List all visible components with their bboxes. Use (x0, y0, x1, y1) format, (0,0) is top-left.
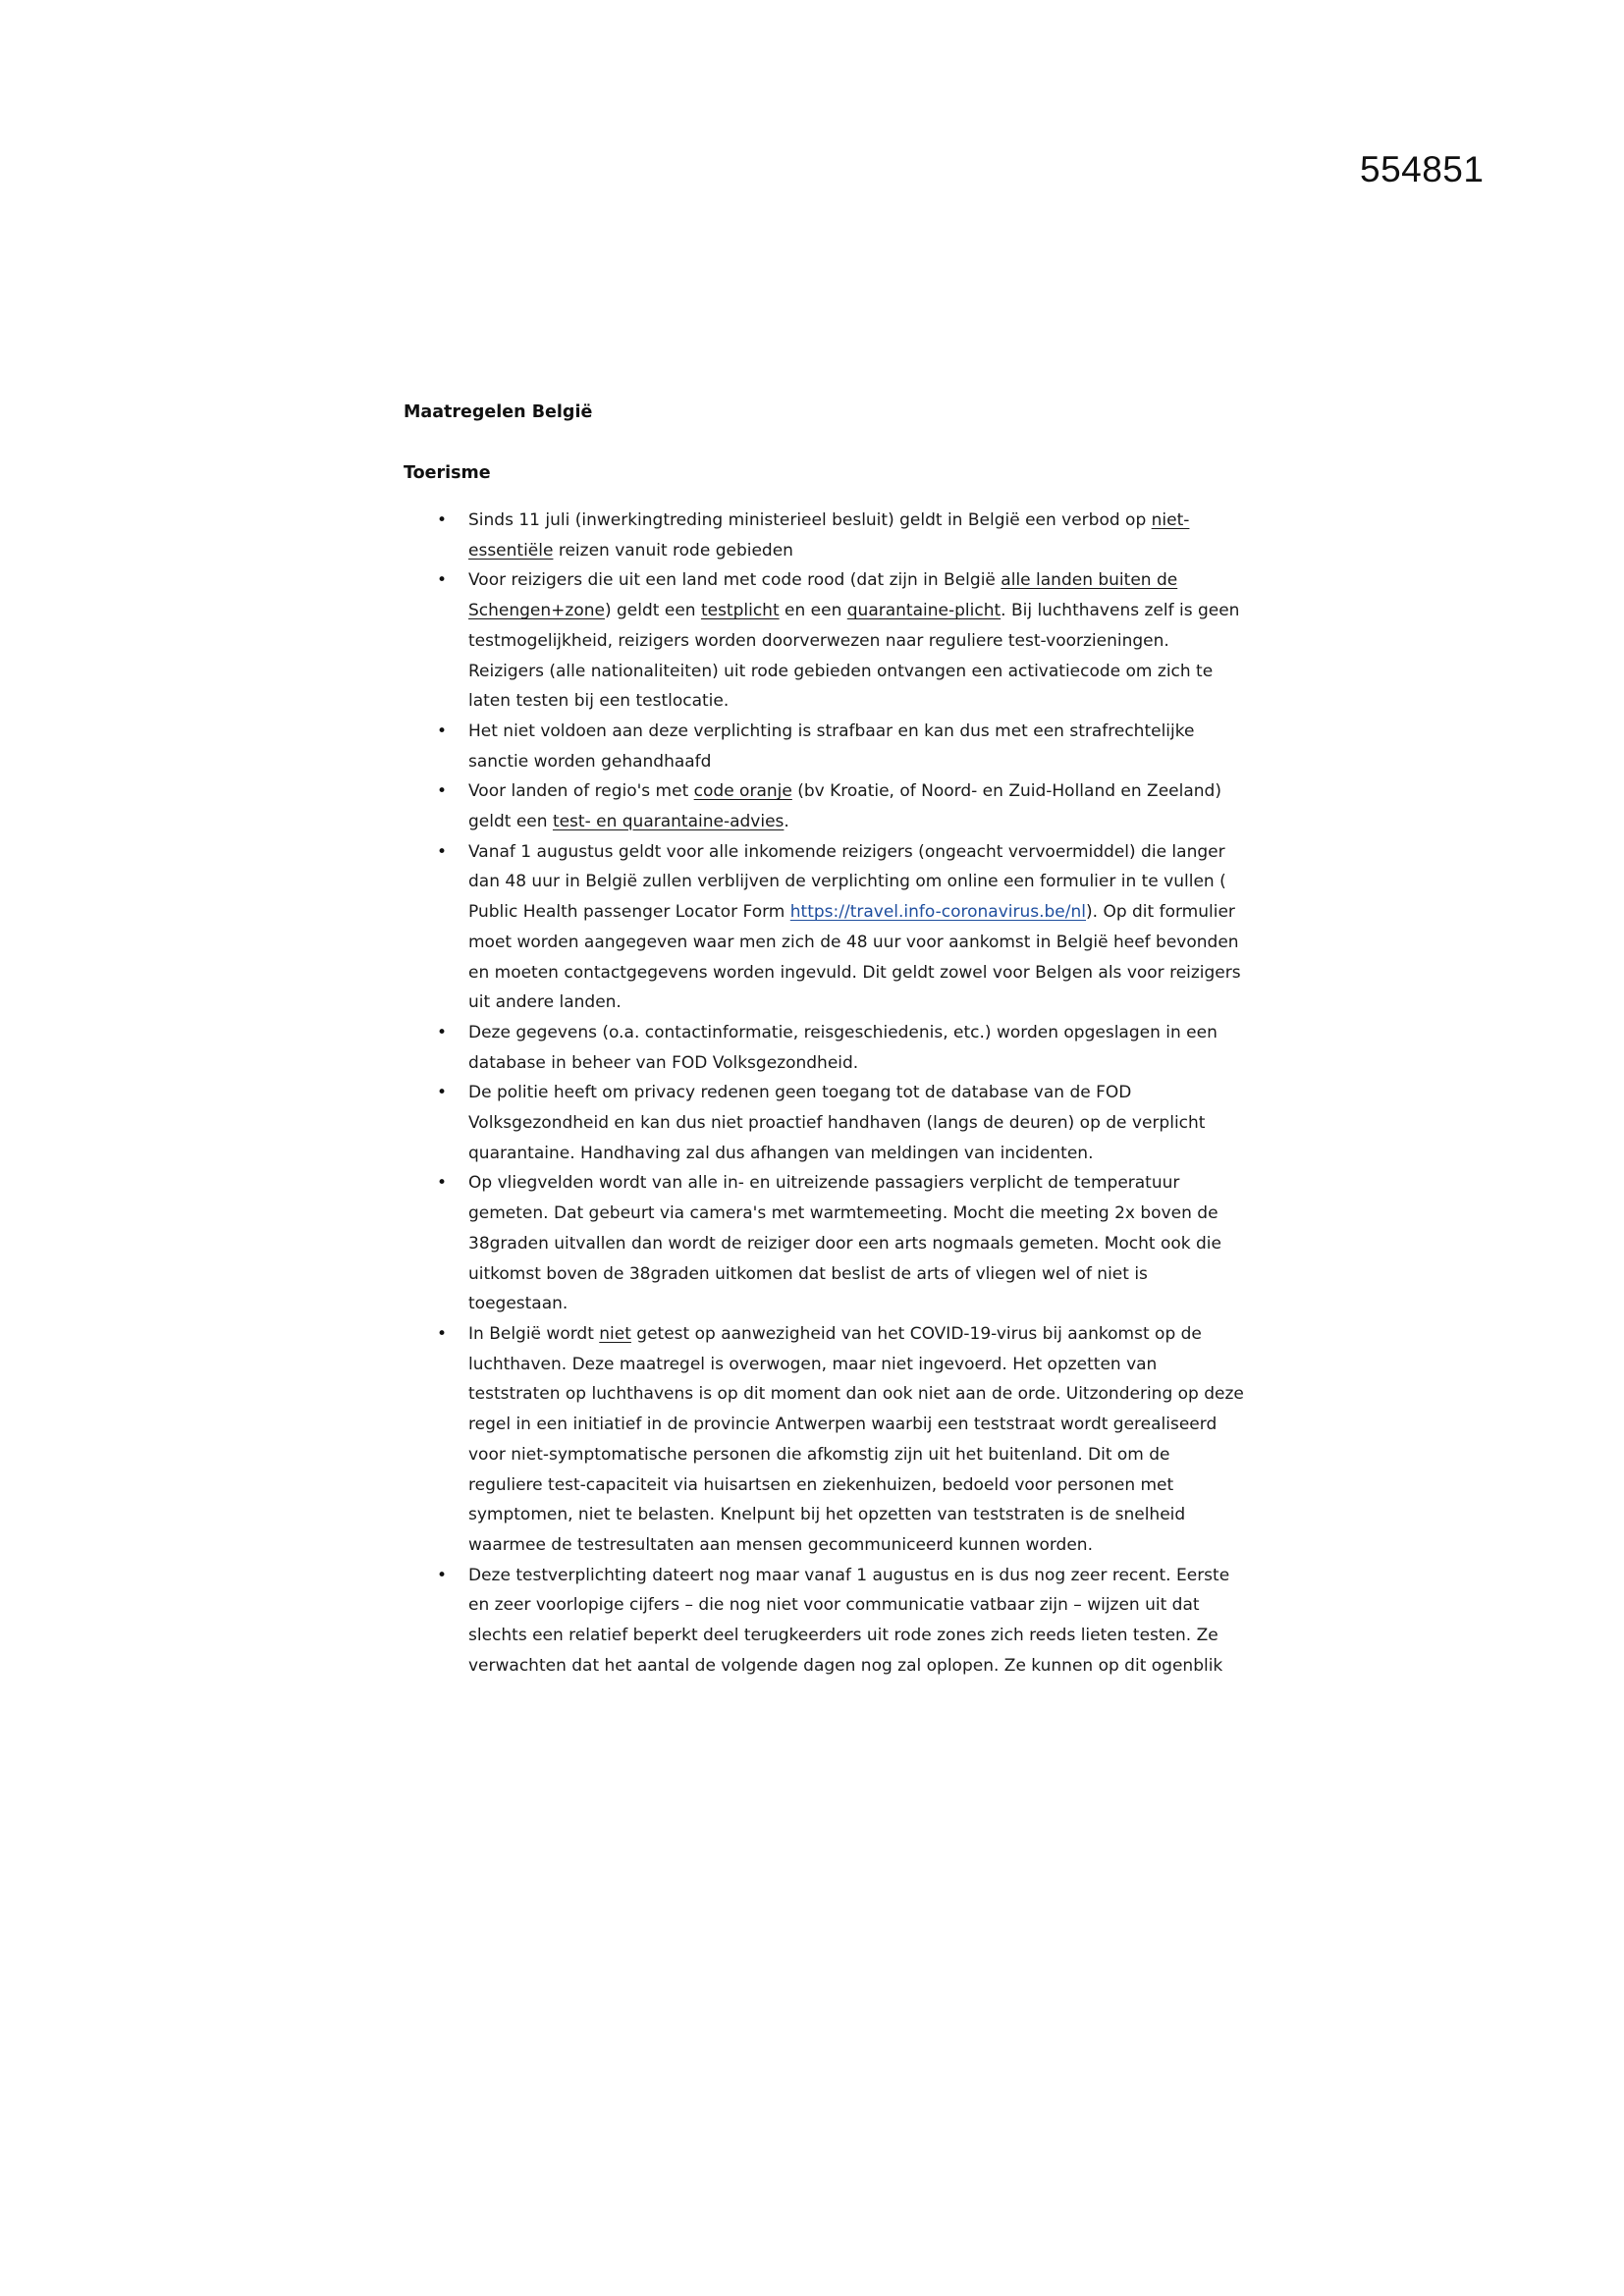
bullet-item (404, 1561, 1248, 1682)
underlined-text: testplicht (700, 601, 780, 621)
text-segment: getest op aanwezigheid van het COVID-19-virus bij aankomst op de luchthaven. Deze maatregel is overwogen, maar niet ingevoerd. Het opzetten van teststraten op luchthavens is op dit moment dan ook niet aan de orde. Uitzondering op deze regel in een initiatief in de provincie Antwerpen waarbij een teststraat wordt gerealiseerd voor niet-symptomatische personen die afkomstig zijn uit het buitenland. Dit om de reguliere test-capaciteit via huisartsen en ziekenhuizen, bedoeld voor personen met symptomen, niet te belasten. Knelpunt bij het opzetten van teststraten is de snelheid waarmee de testresultaten aan mensen gecommuniceerd kunnen worden. (468, 1323, 1244, 1555)
document-number: 554851 (1360, 149, 1485, 189)
text-segment: reizen vanuit rode gebieden (553, 540, 793, 561)
bullet-point-icon: • (437, 781, 448, 802)
bullet-text (468, 1173, 1221, 1313)
bullet-text (468, 510, 1189, 561)
bullet-item (404, 717, 1248, 776)
bullet-point-icon: • (437, 570, 448, 591)
bullet-list (404, 506, 1248, 1681)
text-segment: Voor reizigers die uit een land met code rood (dat zijn in België (468, 570, 1001, 591)
section-heading: Toerisme (404, 463, 491, 483)
bullet-text (468, 781, 1221, 831)
bullet-point-icon: • (437, 510, 448, 530)
text-segment: Het niet voldoen aan deze verplichting is strafbaar en kan dus met een strafrechtelijke sanctie worden gehandhaafd (468, 721, 1195, 772)
text-segment: Deze testverplichting dateert nog maar vanaf 1 augustus en is dus nog zeer recent. Eerste en zeer voorlopige cijfers – die nog niet voor communicatie vatbaar zijn – wijzen uit dat slechts een relatief beperkt deel terugkeerders uit rode zones zich reeds lieten testen. Ze verwachten dat het aantal de volgende dagen nog zal oplopen. Ze kunnen op dit ogenblik (468, 1565, 1230, 1676)
text-segment: De politie heeft om privacy redenen geen toegang tot de database van de FOD Volksgezondheid en kan dus niet proactief handhaven (langs de deuren) op de verplicht quarantaine. Handhaving zal dus afhangen van meldingen van incidenten. (468, 1083, 1206, 1163)
bullet-item (404, 1018, 1248, 1078)
text-segment: Op vliegvelden wordt van alle in- en uitreizende passagiers verplicht de temperatuur gemeten. Dat gebeurt via camera's met warmtemeeting. Mocht die meeting 2x boven de 38graden uitvallen dan wordt de reiziger door een arts nogmaals gemeten. Mocht ook die uitkomst boven de 38graden uitkomen dat beslist de arts of vliegen wel of niet is toegestaan. (468, 1173, 1221, 1314)
text-segment: (bv Kroatie, of Noord- en Zuid-Holland en Zeeland) geldt een (468, 781, 1221, 832)
text-segment: . (784, 812, 789, 832)
bullet-item (404, 565, 1248, 717)
text-segment: . Bij luchthavens zelf is geen testmogelijkheid, reizigers worden doorverwezen naar reguliere test-voorzieningen. Reizigers (alle nationaliteiten) uit rode gebieden ontvangen een activatiecode om zich te laten testen bij een testlocatie. (468, 601, 1240, 712)
bullet-point-icon: • (437, 1323, 448, 1344)
underlined-text: alle landen buiten de Schengen+zone (468, 570, 1178, 621)
document-title: Maatregelen België (404, 402, 593, 422)
bullet-text (468, 1324, 1244, 1555)
text-segment: Vanaf 1 augustus geldt voor alle inkomende reizigers (ongeacht vervoermiddel) die langer dan 48 uur in België zullen verblijven de verplichting om online een formulier in te vullen ( Public Health passenger Locator Form (468, 841, 1226, 923)
text-segment: en een (779, 601, 847, 621)
bullet-item (404, 776, 1248, 836)
bullet-item (404, 1319, 1248, 1561)
bullet-point-icon: • (437, 721, 448, 741)
bullet-point-icon: • (437, 1565, 448, 1585)
bullet-text (468, 842, 1241, 1013)
text-segment: Voor landen of regio's met (468, 781, 694, 802)
bullet-text (468, 1566, 1229, 1676)
text-segment: ). Op dit formulier moet worden aangegeven waar men zich de 48 uur voor aankomst in België heef bevonden en moeten contactgegevens worden ingevuld. Dit geldt zowel voor Belgen als voor reizigers uit andere landen. (468, 902, 1241, 1013)
bullet-point-icon: • (437, 1083, 448, 1103)
bullet-item (404, 506, 1248, 565)
underlined-text: niet (599, 1323, 631, 1344)
bullet-item (404, 1078, 1248, 1168)
underlined-text: quarantaine-plicht (846, 601, 1001, 621)
text-segment: In België wordt (468, 1323, 600, 1344)
bullet-text (468, 1083, 1205, 1162)
bullet-item (404, 1168, 1248, 1319)
underlined-text: code oranje (693, 781, 792, 802)
bullet-point-icon: • (437, 1173, 448, 1194)
text-segment: ) geldt een (604, 601, 701, 621)
underlined-text: test- en quarantaine-advies (552, 812, 785, 832)
bullet-text (468, 570, 1239, 711)
bullet-text (468, 721, 1194, 772)
underlined-text: niet-essentiële (468, 510, 1190, 561)
text-segment: Sinds 11 juli (inwerkingtreding ministerieel besluit) geldt in België een verbod op (468, 510, 1152, 530)
url-link[interactable]: https://travel.info-coronavirus.be/nl (789, 902, 1086, 923)
bullet-item (404, 837, 1248, 1018)
bullet-point-icon: • (437, 1022, 448, 1042)
bullet-point-icon: • (437, 841, 448, 862)
text-segment: Deze gegevens (o.a. contactinformatie, reisgeschiedenis, etc.) worden opgeslagen in een database in beheer van FOD Volksgezondheid. (468, 1022, 1218, 1073)
bullet-text (468, 1023, 1218, 1073)
